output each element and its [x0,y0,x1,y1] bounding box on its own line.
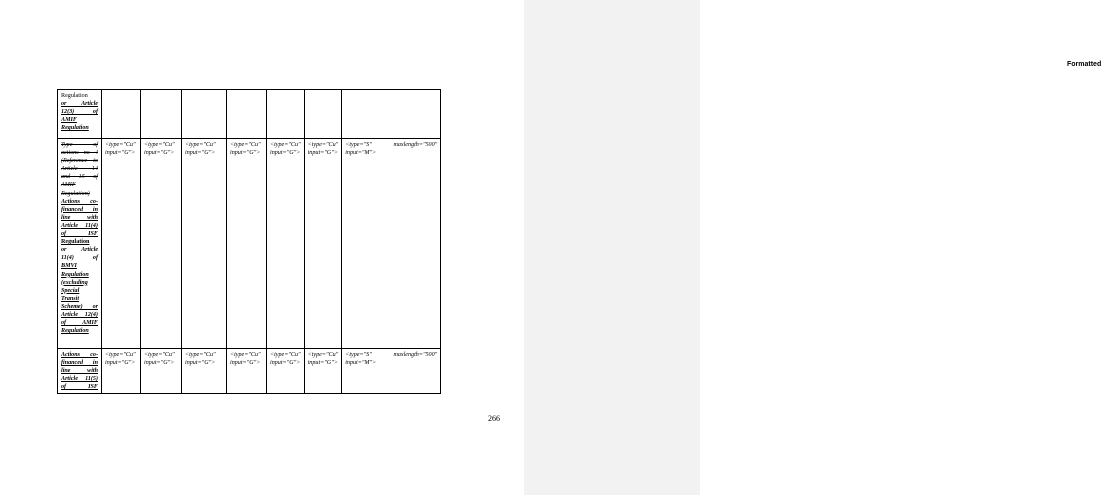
field-type-text: <type="S" [345,352,372,358]
cell-text-line: financed in [61,206,98,213]
field-spec-cell [267,139,305,349]
field-spec-cell [227,139,267,349]
field-spec-cell [102,349,141,394]
page-number: 266 [488,414,500,423]
field-input-text: input="G"> [230,150,261,157]
cell-text-line: Regulation [61,271,89,278]
field-spec-cell [102,139,141,349]
table-row [58,349,441,394]
field-maxlength-text: maxlength="500" [393,142,438,148]
comment-margin-panel [524,0,1101,495]
cell-text-line: (excluding [61,279,88,286]
field-input-text: input="G"> [144,360,175,367]
field-spec-cell [267,90,305,139]
text-field-spec-cell [342,90,441,139]
field-input-text: input="M"> [345,360,377,367]
cell-text-line: Article 11(4) [61,222,98,229]
cell-text-line: Article 14 [61,166,98,173]
cell-text-line: line with [61,214,98,221]
cell-text-line: Special [61,287,80,294]
field-spec-cell [227,90,267,139]
comment-label: Formatted [1067,61,1101,68]
table-body [58,90,441,394]
field-type-text: <type="Cu" [307,352,339,358]
field-spec-cell [141,139,182,349]
field-spec-cell [304,90,342,139]
cell-text-line: of ISF [61,231,98,238]
cell-text-line: Regulation [61,328,89,335]
cell-text-line: or Article [61,247,98,254]
field-type-text: <type="Cu" [144,352,175,358]
text-field-spec-cell [342,139,441,349]
cell-text-line: Actions co- [61,352,98,358]
document-table [57,89,441,394]
field-type-text: <type="Cu" [144,142,175,148]
field-type-text: <type="S" [345,142,372,148]
field-input-text: input="G"> [307,150,338,157]
field-type-text: <type="Cu" [105,142,136,148]
field-type-text: <type="Cu" [230,352,261,358]
field-input-text: input="G"> [105,360,136,367]
field-type-text: <type="Cu" [270,142,301,148]
field-spec-cell [304,139,342,349]
cell-text-line: AMIF [61,117,77,124]
field-spec-cell [182,139,227,349]
field-input-text: input="M"> [345,150,377,157]
row-label-cell [58,90,102,139]
field-maxlength-text: maxlength="500" [393,352,438,358]
cell-text-line: BMVI [61,263,77,270]
cell-text-line: 11(4) of [61,255,98,262]
field-input-text: input="G"> [185,360,216,367]
table-row [58,90,441,139]
cell-text-line: Regulation) [61,190,90,197]
cell-text-line: Scheme) or [61,303,98,310]
text-field-spec-cell [342,349,441,394]
cell-text-line: Article 11(5) [61,376,98,383]
cell-text-line: Actions co- [61,198,98,205]
row-label-cell [58,349,102,394]
field-spec-cell [102,90,141,139]
cell-text-line: Regulation [61,93,88,99]
cell-text-line: Type of [61,142,98,148]
cell-text-line: financed in [61,360,98,367]
field-type-text: <type="Cu" [185,142,216,148]
cell-text-line: Transit [61,295,80,302]
field-spec-cell [182,349,227,394]
field-input-text: input="G"> [307,360,338,367]
cell-text-line: line with [61,368,98,375]
cell-text-line: of ISF [61,384,98,391]
cell-text-line: Regulation [61,125,89,132]
cell-text-line: Regulation [61,239,90,246]
field-input-text: input="G"> [270,360,301,367]
cell-text-line: (Reference to [61,158,98,165]
field-input-text: input="G"> [105,150,136,157]
field-input-text: input="G"> [185,150,216,157]
field-spec-cell [141,349,182,394]
field-type-text: <type="Cu" [185,352,216,358]
spec-first-line [345,351,437,359]
row-label-cell [58,139,102,349]
field-spec-cell [182,90,227,139]
field-spec-cell [227,349,267,394]
field-spec-cell [141,90,182,139]
cell-text-line: or Article [61,101,98,108]
field-type-text: <type="Cu" [270,352,301,358]
field-input-text: input="G"> [230,360,261,367]
cell-text-line: 12(3) of [61,109,98,116]
cell-text-line: actions no 4 [61,150,98,157]
field-type-text: <type="Cu" [307,142,339,148]
field-input-text: input="G"> [144,150,175,157]
field-input-text: input="G"> [270,150,301,157]
cell-text-line: of AMIF [61,320,98,327]
field-spec-cell [267,349,305,394]
cell-text-line: Article 12(4) [61,311,98,318]
spec-first-line [345,141,437,149]
cell-text-line: and 15 of [61,174,98,181]
field-spec-cell [304,349,342,394]
field-type-text: <type="Cu" [105,352,136,358]
cell-text-line: AMIF [61,182,76,189]
table-row [58,139,441,349]
field-type-text: <type="Cu" [230,142,261,148]
